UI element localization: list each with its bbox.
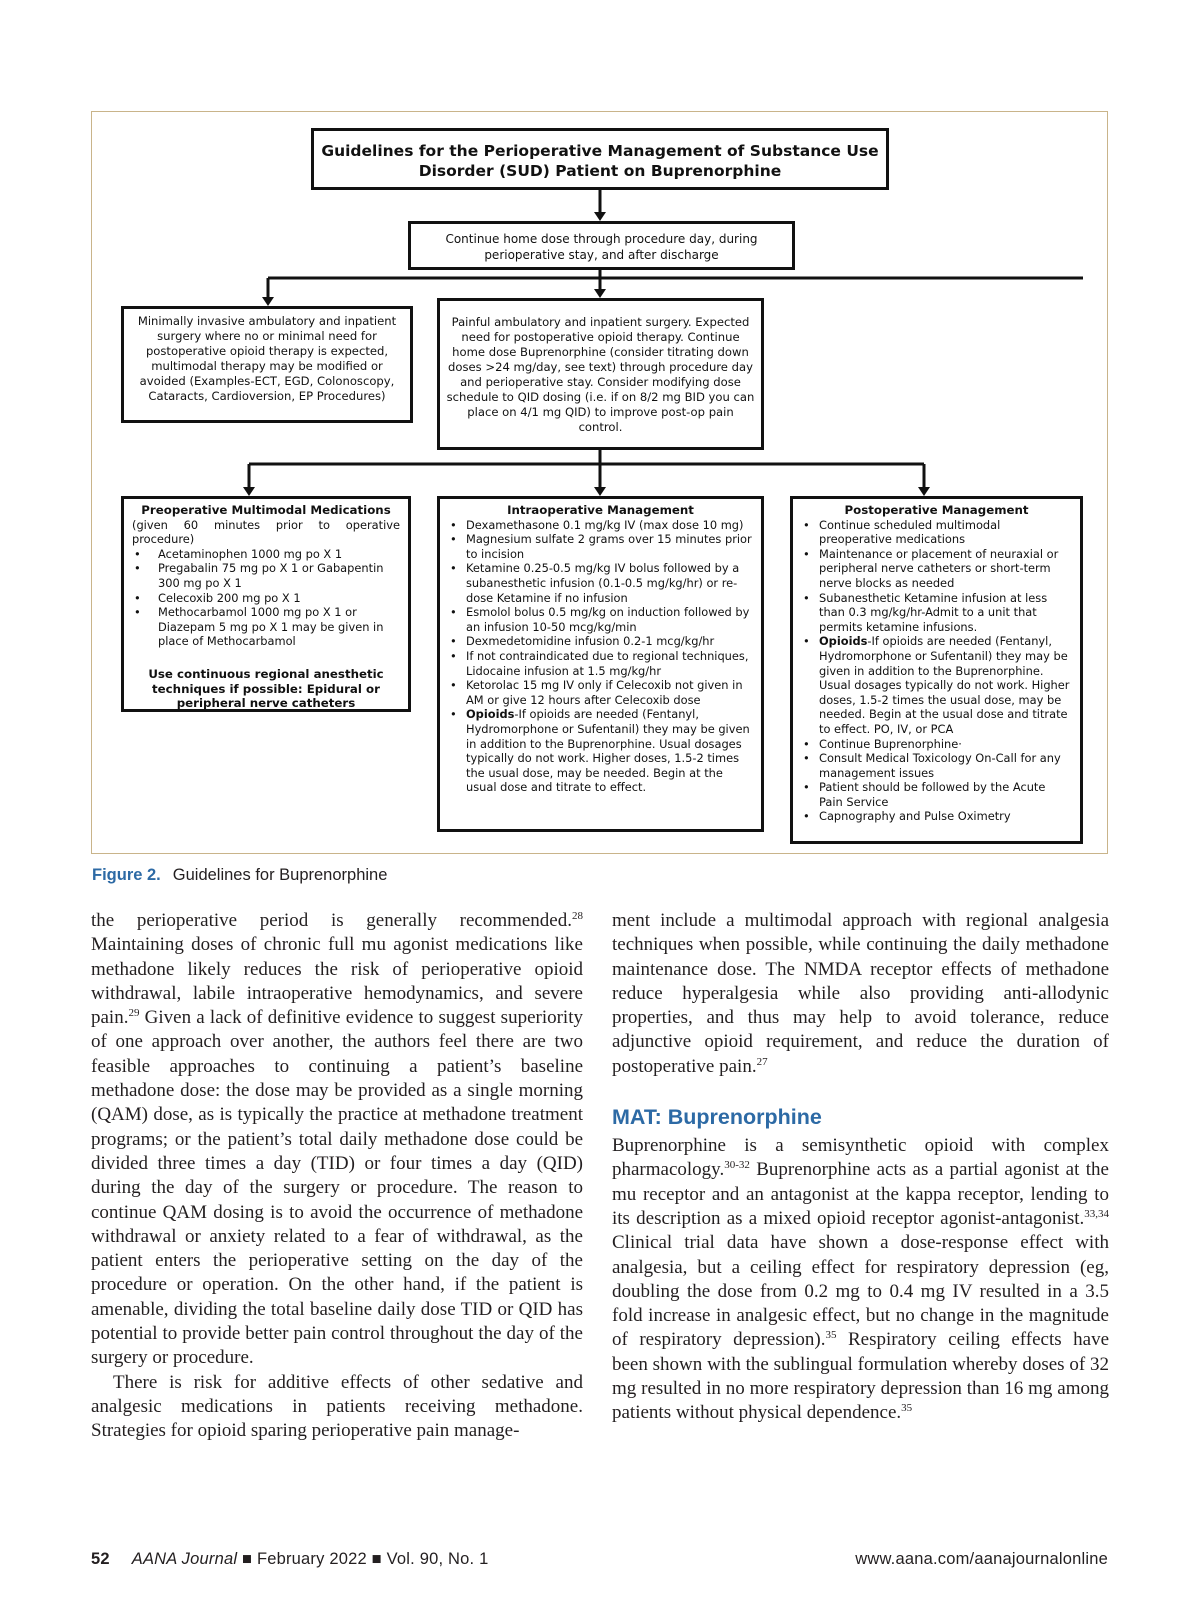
list-item: • Magnesium sulfate 2 grams over 15 minutes prior to incision [448,532,753,561]
text-run: Clinical trial data have shown a dose-response effect with analgesia, but a ceiling effect for respiratory depression (eg, doubling the dose from 0.2 mg to 0.4 mg IV resulted in a 3.5 fold increase in analgesic effect, but no change in the magnitude of respiratory depression). [612,1232,1109,1351]
list-item: • Subanesthetic Ketamine infusion at less than 0.3 mg/kg/hr-Admit to a unit that permits ketamine infusions. [801,591,1072,635]
separator: ■ [237,1550,257,1568]
postop-list [801,518,1072,824]
minimal-surgery-box: Minimally invasive ambulatory and inpatient surgery where no or minimal need for postoperative opioid therapy is expected, multimodal therapy may be modified or avoided (Examples-ECT, EGD, Colonoscopy, Cataracts, Cardioversion, EP Procedures) [121,306,413,423]
page-number: 52 [91,1550,110,1568]
list-item: • Dexmedetomidine infusion 0.2-1 mcg/kg/hr [448,634,753,649]
opioids-text: -If opioids are needed (Fentanyl, Hydromorphone or Sufentanil) they may be given in addition to the Buprenorphine. Usual dosages typically do not work. Higher doses, 1.5-2 times the usual dose, may be needed. Begin at the usual dose and titrate to effect. [466,707,750,795]
postop-heading: Postoperative Management [844,503,1029,517]
preop-intro: (given 60 minutes prior to operative procedure) [132,517,400,547]
paragraph [612,909,1109,1079]
text-run: Buprenorphine is a semisynthetic opioid with complex pharmacology. [612,1135,1109,1181]
journal-name: AANA Journal [131,1550,238,1568]
list-item-opioids [801,634,1072,736]
section-heading: MAT: Buprenorphine [612,1105,822,1130]
paragraph [612,1134,1109,1426]
home-dose-box: Continue home dose through procedure day, during perioperative stay, and after discharge [408,221,795,270]
caption-text: Guidelines for Buprenorphine [172,866,388,884]
list-item: • Consult Medical Toxicology On-Call for any management issues [801,751,1072,780]
text-run: Buprenorphine acts as a partial agonist at the mu receptor and an antagonist at the kappa receptor, lending to its description as a mixed opioid receptor agonist-antagonist. [612,1159,1109,1229]
paragraph: There is risk for additive effects of other sedative and analgesic medications in patients receiving methadone. Strategies for opioid sparing perioperative pain manage- [91,1371,583,1442]
arrowhead-painful [594,289,606,298]
caption-label: Figure 2. [92,866,161,884]
list-item: • Celecoxib 200 mg po X 1 [132,591,400,606]
list-item: • Capnography and Pulse Oximetry [801,809,1072,824]
opioids-label: Opioids [819,634,868,649]
arrowhead-intraop [594,487,606,496]
text-run: the perioperative period is generally recommended. [91,910,572,931]
list-item: • Continue Buprenorphine· [801,737,1072,752]
arrowhead-home [594,212,606,221]
text-run: ment include a multimodal approach with regional analgesia techniques when possible, while continuing the daily methadone maintenance dose. The NMDA receptor effects of methadone reduce hyperalgesia while also providing anti-allodynic properties, and thus may help to avoid tolerance, reduce adjunctive opioid requirement, and reduce the duration of postoperative pain. [612,910,1109,1077]
arrowhead-minimal [262,297,274,306]
opioids-text: -If opioids are needed (Fentanyl, Hydromorphone or Sufentanil) they may be given in addition to the Buprenorphine. Usual dosages typically do not work. Higher doses, 1.5-2 times the usual dose, may be needed. Begin at the usual dose and titrate to effect. PO, IV, or PCA [819,634,1070,736]
paragraph [91,909,583,1371]
list-item: • Maintenance or placement of neuraxial or peripheral nerve catheters or short-term nerve blocks as needed [801,547,1072,591]
list-item: • If not contraindicated due to regional techniques, Lidocaine infusion at 1.5 mg/kg/hr [448,649,753,678]
list-item: • Ketorolac 15 mg IV only if Celecoxib not given in AM or give 12 hours after Celecoxib dose [448,678,753,707]
preop-list [132,547,400,649]
list-item: • Dexamethasone 0.1 mg/kg IV (max dose 10 mg) [448,518,753,533]
list-item-opioids [448,707,753,795]
issue-date: February 2022 [256,1550,367,1568]
list-item: • Continue scheduled multimodal preoperative medications [801,518,1072,547]
citation: 28 [572,910,583,922]
citation: 27 [756,1055,768,1068]
footer-left [91,1550,488,1569]
list-item: • Ketamine 0.25-0.5 mg/kg IV bolus followed by a subanesthetic infusion (0.1-0.5 mg/kg/hr) or re-dose Ketamine if no infusion [448,561,753,605]
text-run: Given a lack of definitive evidence to suggest superiority of one approach over another, the authors feel there are two feasible approaches to continuing a patient’s baseline methadone dose: the dose may be provided as a single morning (QAM) dose, as is typically the practice at methadone treatment programs; or the patient’s total daily methadone dose could be divided three times a day (TID) or four times a day (QID) during the day of the surgery or procedure. The reason to continue QAM dosing is to avoid the occurrence of methadone withdrawal or anxiety related to a fear of withdrawal, as the patient enters the perioperative setting on the day of the procedure or operation. On the other hand, if the patient is amenable, dividing the total baseline daily dose TID or QID has potential to provide better pain control throughout the day of the surgery or procedure. [91,1007,583,1369]
list-item: • Patient should be followed by the Acute Pain Service [801,780,1072,809]
right-column [612,909,1109,1426]
flowchart-title-box: Guidelines for the Perioperative Management of Substance Use Disorder (SUD) Patient on Buprenorphine [311,128,889,190]
figure-caption [92,866,387,885]
intraop-heading: Intraoperative Management [507,503,694,517]
text-run: Respiratory ceiling effects have been shown with the sublingual formulation whereby doses of 32 mg resulted in no more respiratory depression than 16 mg among patients without physical dependence. [612,1329,1110,1424]
list-item: • Methocarbamol 1000 mg po X 1 or Diazepam 5 mg po X 1 may be given in place of Methocarbamol [132,605,400,649]
separator: ■ [366,1550,387,1568]
citation: 29 [128,1007,140,1020]
footer-url: www.aana.com/aanajournalonline [855,1550,1108,1568]
opioids-label: Opioids [466,707,515,722]
list-item: • Esmolol bolus 0.5 mg/kg on induction followed by an infusion 10-50 mcg/kg/min [448,605,753,634]
list-item: • Acetaminophen 1000 mg po X 1 [132,547,400,562]
citation: 30-32 [724,1159,750,1172]
intraop-list [448,518,753,795]
volume: Vol. 90, No. 1 [386,1550,489,1568]
preop-regional-note: Use continuous regional anesthetic techniques if possible: Epidural or peripheral nerve catheters [148,666,384,711]
citation: 33,34 [1084,1207,1109,1220]
list-item: • Pregabalin 75 mg po X 1 or Gabapentin 300 mg po X 1 [132,561,400,590]
text-run: Maintaining doses of chronic full mu agonist medications like methadone likely reduces the risk of perioperative opioid withdrawal, labile intraoperative hemodynamics, and severe pain. [91,934,583,1029]
arrowhead-postop [918,487,930,496]
citation: 35 [825,1329,837,1342]
preop-heading: Preoperative Multimodal Medications [141,503,391,517]
arrowhead-preop [243,487,255,496]
left-column [91,909,583,1444]
intraoperative-box [437,496,764,832]
painful-surgery-box: Painful ambulatory and inpatient surgery. Expected need for postoperative opioid therapy. Continue home dose Buprenorphine (consider titrating down doses >24 mg/day, see text) through procedure day and perioperative stay. Consider modifying dose schedule to QID dosing (i.e. if on 8/2 mg BID you can place on 4/1 mg QID) to improve post-op pain control. [437,298,764,450]
citation: 35 [901,1402,913,1415]
postoperative-box [790,496,1083,844]
preoperative-box [121,496,411,712]
